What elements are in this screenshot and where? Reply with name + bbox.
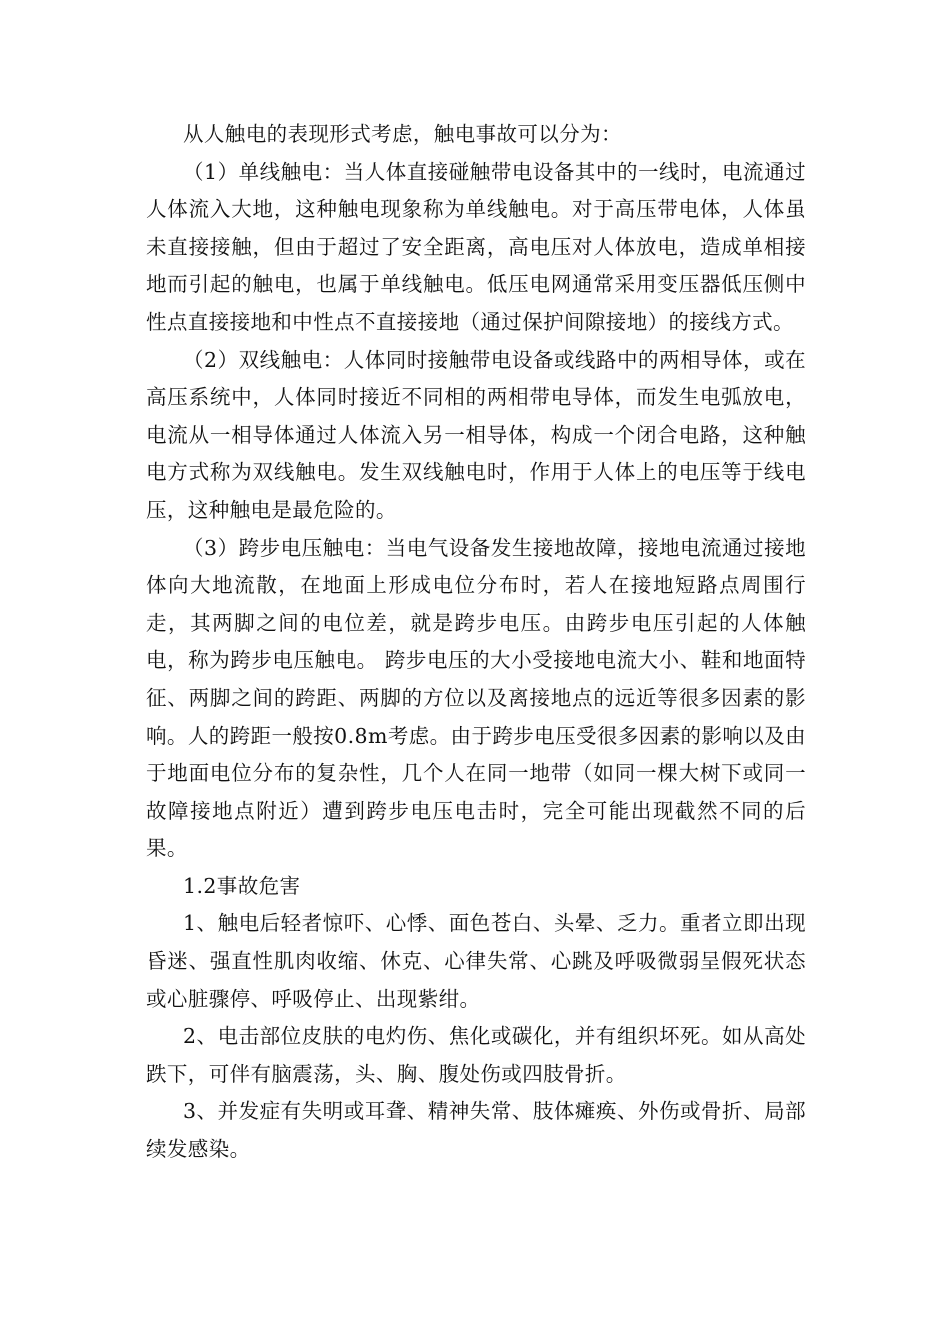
hazard-item-3: 3、并发症有失明或耳聋、精神失常、肢体瘫痪、外伤或骨折、局部续发感染。 bbox=[146, 1099, 806, 1162]
hazard-item-2: 2、电击部位皮肤的电灼伤、焦化或碳化，并有组织坏死。如从高处跌下，可伴有脑震荡，头、胸、腹处伤或四肢骨折。 bbox=[146, 1024, 806, 1086]
hazard-item-1: 1、触电后轻者惊吓、心悸、面色苍白、头晕、乏力。重者立即出现昏迷、强直性肌肉收缩、休克、心律失常、心跳及呼吸微弱呈假死状态或心脏骤停、呼吸停止、出现紫绀。 bbox=[146, 911, 806, 1011]
intro-paragraph: 从人触电的表现形式考虑，触电事故可以分为： bbox=[183, 122, 622, 146]
single-line-shock-paragraph: （1）单线触电：当人体直接碰触带电设备其中的一线时，电流通过人体流入大地，这种触电现象称为单线触电。对于高压带电体，人体虽未直接接触，但由于超过了安全距离，高电压对人体放电，造成单相接地而引起的触电，也属于单线触电。低压电网通常采用变压器低压侧中性点直接接地和中性点不直接接地（通过保护间隙接地）的接线方式。 bbox=[146, 159, 806, 334]
section-heading: 1.2事故危害 bbox=[183, 873, 301, 898]
two-line-shock-paragraph: （2）双线触电：人体同时接触带电设备或线路中的两相导体，或在高压系统中，人体同时接近不同相的两相带电导体，而发生电弧放电，电流从一相导体通过人体流入另一相导体，构成一个闭合电路，这种触电方式称为双线触电。发生双线触电时，作用于人体上的电压等于线电压，这种触电是最危险的。 bbox=[146, 347, 806, 522]
step-voltage-shock-paragraph: （3）跨步电压触电：当电气设备发生接地故障，接地电流通过接地体向大地流散，在地面上形成电位分布时，若人在接地短路点周围行走，其两脚之间的电位差，就是跨步电压。由跨步电压引起的人体触电，称为跨步电压触电。 跨步电压的大小受接地电流大小、鞋和地面特征、两脚之间的跨距、两脚的方位以及离接地点的远近等很多因素的影响。人的跨距一般按0.8m考虑。由于跨步电压受很多因素的影响以及由于地面电位分布的复杂性，几个人在同一地带（如同一棵大树下或同一故障接地点附近）遭到跨步电压电击时，完全可能出现截然不同的后果。 bbox=[146, 535, 806, 861]
document-body bbox=[146, 116, 806, 1169]
